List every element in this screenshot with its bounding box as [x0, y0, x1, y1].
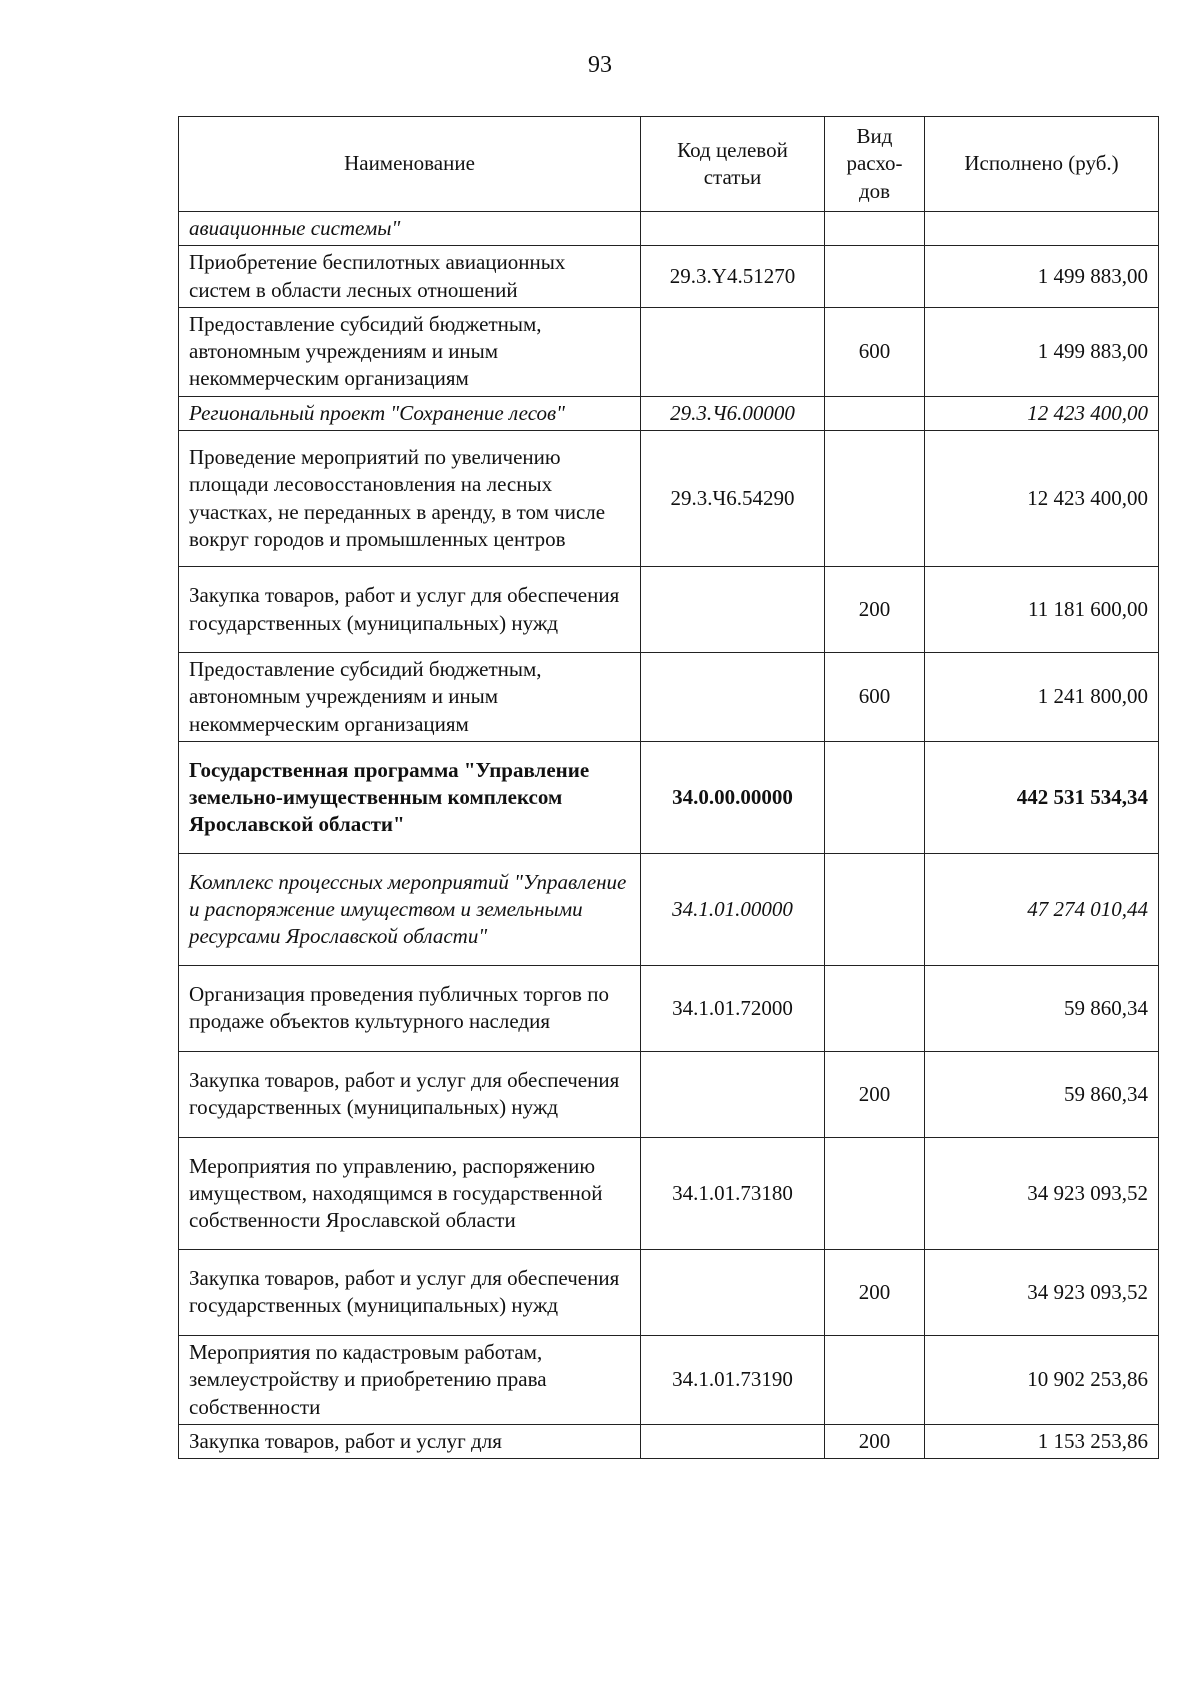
table-row — [179, 246, 1159, 308]
row-code-cell — [641, 1051, 825, 1137]
budget-table — [178, 116, 1159, 1459]
row-kind-cell — [825, 246, 925, 308]
table-row — [179, 741, 1159, 853]
row-kind-cell: 200 — [825, 567, 925, 653]
row-name-cell: Закупка товаров, работ и услуг для обеспечения государственных (муниципальных) нужд — [179, 1249, 641, 1335]
row-amount-cell: 34 923 093,52 — [925, 1249, 1159, 1335]
row-amount-cell: 47 274 010,44 — [925, 853, 1159, 965]
row-name-cell: Комплекс процессных мероприятий "Управление и распоряжение имуществом и земельными ресурсами Ярославской области" — [179, 853, 641, 965]
table-header-row — [179, 117, 1159, 212]
row-amount-cell: 1 241 800,00 — [925, 653, 1159, 742]
table-row — [179, 1249, 1159, 1335]
row-amount-cell: 1 153 253,86 — [925, 1424, 1159, 1458]
row-kind-cell — [825, 1335, 925, 1424]
row-code-cell — [641, 307, 825, 396]
row-kind-cell — [825, 741, 925, 853]
row-amount-cell: 59 860,34 — [925, 965, 1159, 1051]
page-number: 93 — [588, 52, 612, 78]
row-amount-cell: 11 181 600,00 — [925, 567, 1159, 653]
table-row — [179, 1137, 1159, 1249]
row-kind-cell — [825, 431, 925, 567]
row-code-cell: 34.1.01.00000 — [641, 853, 825, 965]
header-name: Наименование — [179, 117, 641, 212]
table-row — [179, 1051, 1159, 1137]
row-amount-cell: 1 499 883,00 — [925, 246, 1159, 308]
row-amount-cell: 10 902 253,86 — [925, 1335, 1159, 1424]
row-code-cell: 29.3.Y4.51270 — [641, 246, 825, 308]
row-code-cell: 34.0.00.00000 — [641, 741, 825, 853]
row-amount-cell: 12 423 400,00 — [925, 396, 1159, 430]
row-code-cell: 29.3.Ч6.54290 — [641, 431, 825, 567]
row-amount-cell: 1 499 883,00 — [925, 307, 1159, 396]
table-row — [179, 212, 1159, 246]
table-body — [179, 212, 1159, 1459]
row-name-cell: Закупка товаров, работ и услуг для обеспечения государственных (муниципальных) нужд — [179, 1051, 641, 1137]
header-code: Код целевой статьи — [641, 117, 825, 212]
row-code-cell — [641, 1424, 825, 1458]
row-kind-cell: 200 — [825, 1249, 925, 1335]
table-row — [179, 965, 1159, 1051]
row-kind-cell — [825, 212, 925, 246]
row-kind-cell: 200 — [825, 1424, 925, 1458]
row-kind-cell — [825, 396, 925, 430]
row-kind-cell — [825, 965, 925, 1051]
row-name-cell: Приобретение беспилотных авиационных систем в области лесных отношений — [179, 246, 641, 308]
row-name-cell: Предоставление субсидий бюджетным, автономным учреждениям и иным некоммерческим организациям — [179, 653, 641, 742]
row-kind-cell — [825, 853, 925, 965]
row-name-cell: Государственная программа "Управление земельно-имущественным комплексом Ярославской области" — [179, 741, 641, 853]
row-name-cell: Региональный проект "Сохранение лесов" — [179, 396, 641, 430]
row-name-cell: Предоставление субсидий бюджетным, автономным учреждениям и иным некоммерческим организациям — [179, 307, 641, 396]
row-amount-cell: 34 923 093,52 — [925, 1137, 1159, 1249]
table-row — [179, 853, 1159, 965]
row-kind-cell: 200 — [825, 1051, 925, 1137]
row-amount-cell: 59 860,34 — [925, 1051, 1159, 1137]
table-row — [179, 653, 1159, 742]
row-code-cell — [641, 653, 825, 742]
row-name-cell: Закупка товаров, работ и услуг для обеспечения государственных (муниципальных) нужд — [179, 567, 641, 653]
row-code-cell: 34.1.01.73190 — [641, 1335, 825, 1424]
row-kind-cell: 600 — [825, 307, 925, 396]
row-code-cell: 34.1.01.72000 — [641, 965, 825, 1051]
row-code-cell — [641, 567, 825, 653]
header-amount: Исполнено (руб.) — [925, 117, 1159, 212]
row-name-cell: Проведение мероприятий по увеличению площади лесовосстановления на лесных участках, не переданных в аренду, в том числе вокруг городов и промышленных центров — [179, 431, 641, 567]
row-code-cell: 34.1.01.73180 — [641, 1137, 825, 1249]
row-amount-cell — [925, 212, 1159, 246]
row-name-cell: авиационные системы" — [179, 212, 641, 246]
table-row — [179, 396, 1159, 430]
table-row — [179, 567, 1159, 653]
row-code-cell — [641, 212, 825, 246]
row-code-cell — [641, 1249, 825, 1335]
row-amount-cell: 442 531 534,34 — [925, 741, 1159, 853]
row-amount-cell: 12 423 400,00 — [925, 431, 1159, 567]
table-row — [179, 1424, 1159, 1458]
row-code-cell: 29.3.Ч6.00000 — [641, 396, 825, 430]
table-row — [179, 1335, 1159, 1424]
row-name-cell: Закупка товаров, работ и услуг для — [179, 1424, 641, 1458]
row-kind-cell — [825, 1137, 925, 1249]
header-kind: Вид расхо-дов — [825, 117, 925, 212]
row-kind-cell: 600 — [825, 653, 925, 742]
row-name-cell: Мероприятия по управлению, распоряжению имуществом, находящимся в государственной собственности Ярославской области — [179, 1137, 641, 1249]
row-name-cell: Организация проведения публичных торгов по продаже объектов культурного наследия — [179, 965, 641, 1051]
table-row — [179, 307, 1159, 396]
table-row — [179, 431, 1159, 567]
row-name-cell: Мероприятия по кадастровым работам, землеустройству и приобретению права собственности — [179, 1335, 641, 1424]
